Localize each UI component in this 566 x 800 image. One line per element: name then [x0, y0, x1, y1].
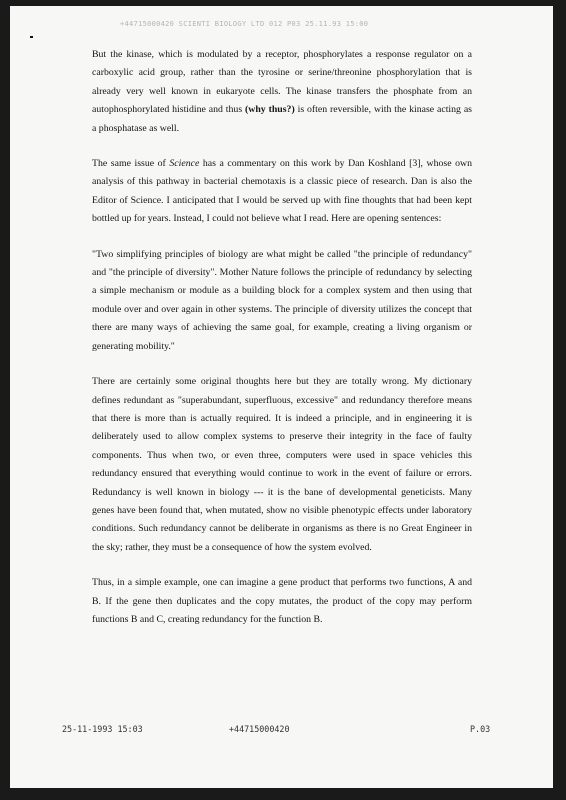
document-body [92, 46, 472, 646]
fax-date-time: 25-11-1993 15:03 [62, 724, 143, 734]
page-number: P.03 [470, 724, 491, 734]
fax-transmission-header: +44715000420 SCIENTI BIOLOGY LTD 012 P03 25.11.93 15:00 [120, 20, 369, 28]
paragraph-science-commentary: The same issue of Science has a commentary on this work by Dan Koshland [3], whose own analysis of this pathway in bacterial chemotaxis is a classic piece of research. Dan is also the Editor of Science. I anticipated that I would be served up with fine thoughts that had been kept bottled up for years. Instead, I could not believe what I read. Here are opening sentences: [92, 158, 473, 225]
scan-speck [30, 36, 33, 38]
paragraph-redundancy: There are certainly some original thoughts here but they are totally wrong. My dictionary defines redundant as "superabundant, superfluous, excessive" and redundancy therefore means that there is more than is actually required. It is indeed a principle, and in engineering it is deliberately used to allow complex systems to preserve their integrity in the face of faulty components. Thus when two, or even three, computers were used in space vehicles this redundancy ensured that everything would continue to work in the event of failure or errors. Redundancy is well known in biology --- it is the bane of developmental geneticists. Many genes have been found that, when mutated, show no visible phenotypic effects under laboratory conditions. Such redundancy cannot be deliberate in organisms as there is no Great Engineer in the sky; rather, they must be a consequence of how the system evolved. [92, 376, 472, 553]
fax-page [10, 6, 553, 788]
fax-number: +44715000420 [229, 724, 290, 734]
paragraph-gene-example: Thus, in a simple example, one can imagine a gene product that performs two functions, A and B. If the gene then duplicates and the copy mutates, the product of the copy may perform functions B and C, creating redundancy for the function B. [92, 577, 472, 625]
paragraph-kinase: But the kinase, which is modulated by a receptor, phosphorylates a response regulator on a carboxylic acid group, rather than the tyrosine or serine/threonine phosphorylation that is already very well known in eukaryote cells. The kinase transfers the phosphate from an autophosphorylated histidine and thus (why thus?) is often reversible, with the kinase acting as a phosphatase as well. [92, 49, 472, 134]
paragraph-quotation: "Two simplifying principles of biology are what might be called "the principle of redundancy" and "the principle of diversity". Mother Nature follows the principle of redundancy by selecting a simple mechanism or module as a building block for a complex system and then using that module over and over again in other systems. The principle of diversity utilizes the concept that there are many ways of achieving the same goal, for example, creating a living organism or generating mobility." [92, 248, 472, 352]
